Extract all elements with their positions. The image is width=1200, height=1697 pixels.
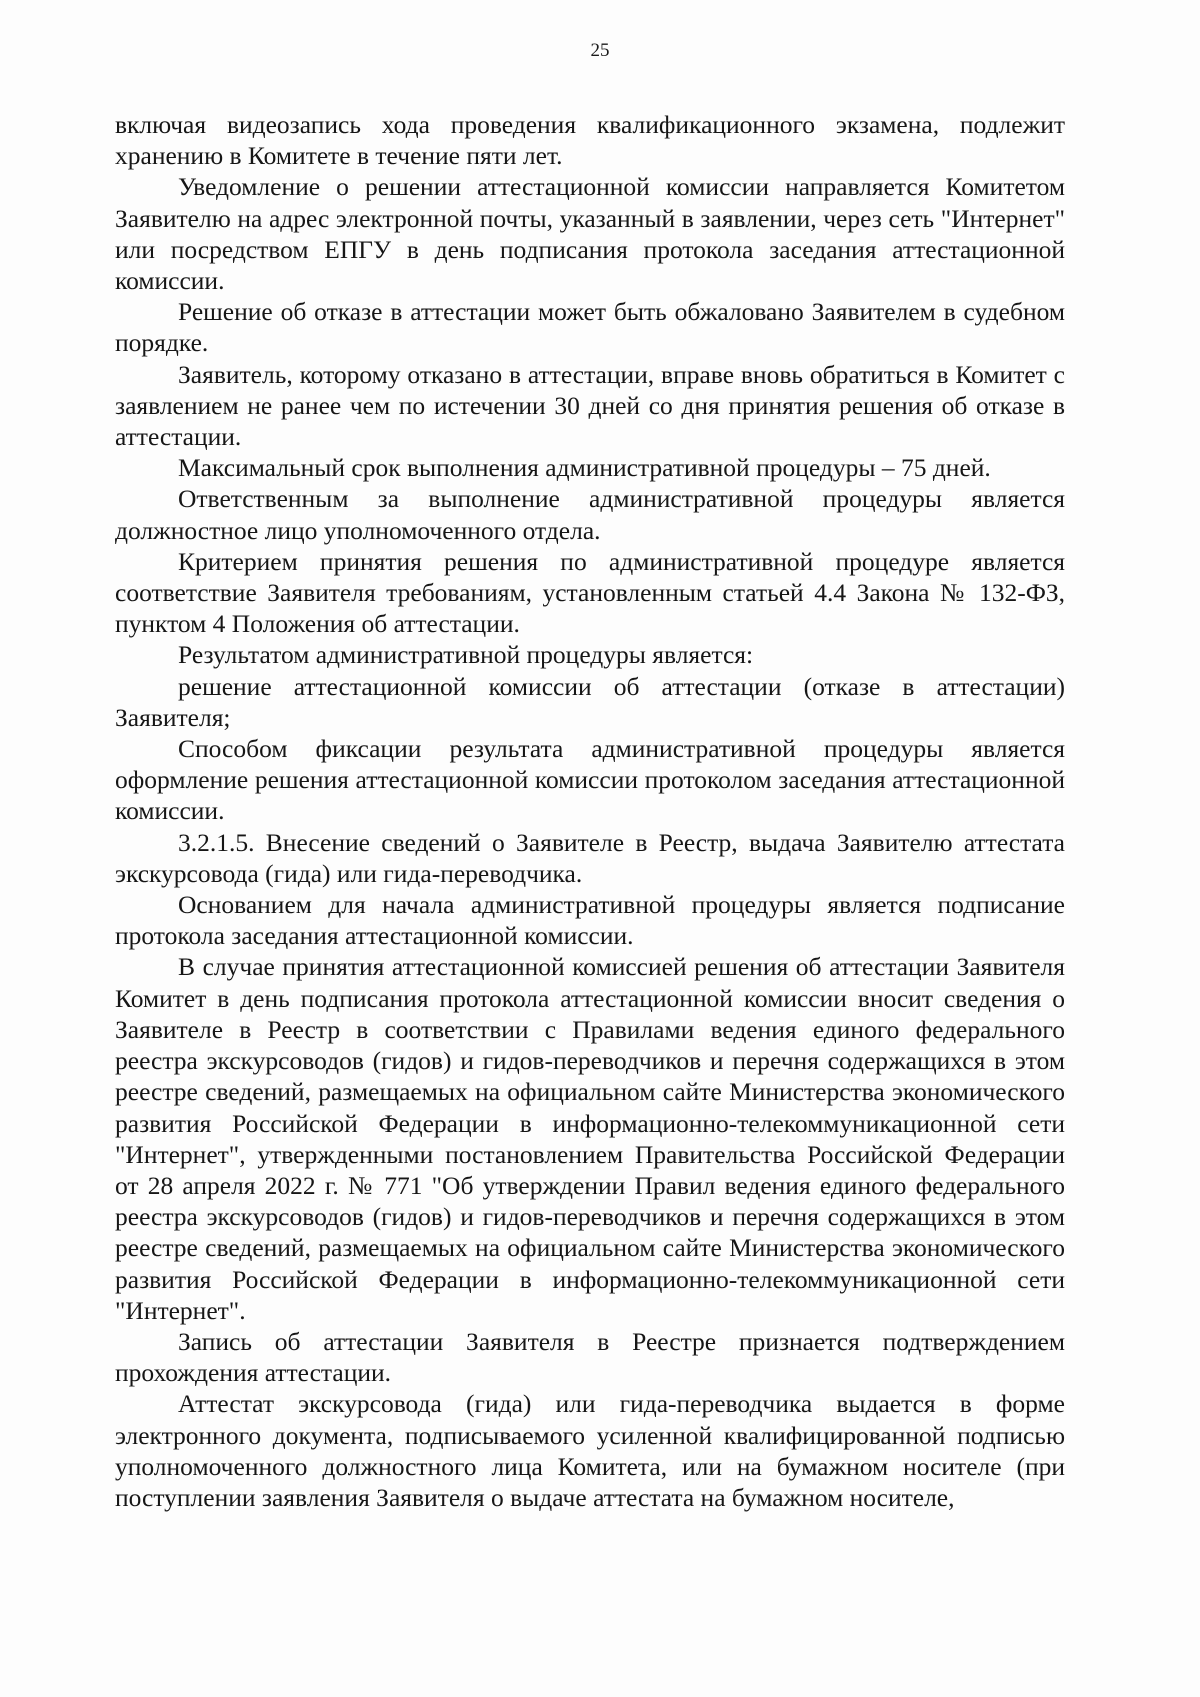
paragraph: Ответственным за выполнение административной процедуры является должностное лицо уполномоченного отдела. <box>115 484 1065 545</box>
paragraph: Уведомление о решении аттестационной комиссии направляется Комитетом Заявителю на адрес электронной почты, указанный в заявлении, через сеть "Интернет" или посредством ЕПГУ в день подписания протокола заседания аттестационной комиссии. <box>115 172 1065 296</box>
paragraph: Основанием для начала административной процедуры является подписание протокола заседания аттестационной комиссии. <box>115 890 1065 951</box>
paragraph: Максимальный срок выполнения административной процедуры – 75 дней. <box>178 453 991 483</box>
paragraph: Критерием принятия решения по административной процедуре является соответствие Заявителя требованиям, установленным статьей 4.4 Закона № 132-ФЗ, пунктом 4 Положения об аттестации. <box>115 546 1065 639</box>
paragraph: Способом фиксации результата административной процедуры является оформление решения аттестационной комиссии протоколом заседания аттестационной комиссии. <box>115 734 1065 826</box>
paragraph: Заявитель, которому отказано в аттестации, вправе вновь обратиться в Комитет с заявлением не ранее чем по истечении 30 дней со дня принятия решения об отказе в аттестации. <box>115 359 1065 452</box>
paragraph: включая видеозапись хода проведения квалификационного экзамена, подлежит хранению в Комитете в течение пяти лет. <box>115 110 1065 171</box>
paragraph: Результатом административной процедуры является: <box>178 640 754 670</box>
paragraph: В случае принятия аттестационной комиссией решения об аттестации Заявителя Комитет в день подписания протокола аттестационной комиссии вносит сведения о Заявителе в Реестр в соответствии с Правилами ведения единого федерального реестра экскурсоводов (гидов) и гидов-переводчиков и перечня содержащихся в этом реестре сведений, размещаемых на официальном сайте Министерства экономического развития Российской Федерации в информационно-телекоммуникационной сети "Интернет", утвержденными постановлением Правительства Российской Федерации от 28 апреля 2022 г. № 771 "Об утверждении Правил ведения единого федерального реестра экскурсоводов (гидов) и гидов-переводчиков и перечня содержащихся в этом реестре сведений, размещаемых на официальном сайте Министерства экономического развития Российской Федерации в информационно-телекоммуникационной сети "Интернет". <box>115 952 1065 1325</box>
paragraph: решение аттестационной комиссии об аттестации (отказе в аттестации) Заявителя; <box>115 671 1065 732</box>
document-body <box>115 109 1065 1513</box>
paragraph: Аттестат экскурсовода (гида) или гида-переводчика выдается в форме электронного документа, подписываемого усиленной квалифицированной подписью уполномоченного должностного лица Комитета, или на бумажном носителе (при поступлении заявления Заявителя о выдаче аттестата на бумажном носителе, <box>115 1389 1065 1512</box>
section-heading-paragraph: 3.2.1.5. Внесение сведений о Заявителе в Реестр, выдача Заявителю аттестата экскурсовода (гида) или гида-переводчика. <box>115 827 1065 888</box>
page-number: 25 <box>590 40 610 61</box>
paragraph: Решение об отказе в аттестации может быть обжаловано Заявителем в судебном порядке. <box>115 297 1065 358</box>
paragraph: Запись об аттестации Заявителя в Реестре признается подтверждением прохождения аттестации. <box>115 1326 1065 1388</box>
